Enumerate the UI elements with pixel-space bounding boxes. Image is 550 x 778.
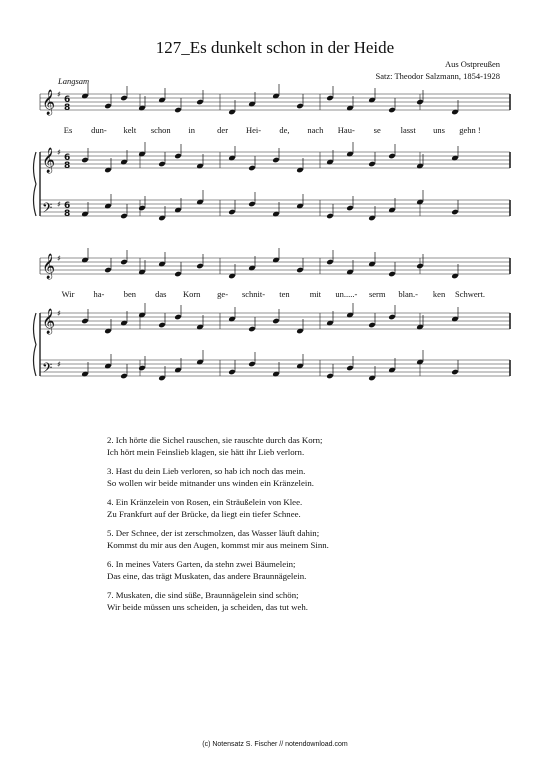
- verse-5: [107, 528, 329, 551]
- verse-line: Ich hört mein Feinslieb klagen, sie hätt ihr Lieb verlorn.: [107, 446, 305, 457]
- song-title: 127_Es dunkelt schon in der Heide: [155, 38, 395, 57]
- verse-6: [107, 559, 329, 582]
- lyric-syllable: in: [188, 125, 196, 135]
- lyric-syllable: uns: [433, 125, 445, 135]
- lyric-syllable: de,: [279, 125, 290, 135]
- treble-clef-icon: 𝄞: [42, 309, 56, 334]
- time-signature-digit: 6: [64, 153, 71, 163]
- arranger-text: Satz: Theodor Salzmann, 1854-1928: [375, 71, 500, 81]
- lyric-syllable: nach: [307, 125, 324, 135]
- sharp-icon: ♯: [57, 90, 61, 99]
- tempo-marking: Langsam: [58, 76, 90, 86]
- treble-clef-icon: 𝄞: [42, 254, 56, 279]
- verse-4: [107, 497, 329, 520]
- lyric-syllable: Wir: [61, 289, 75, 299]
- lyric-syllable: Schwert.: [455, 289, 485, 299]
- verse-line: 4. Ein Kränzelein von Rosen, ein Sträußelein von Klee.: [107, 496, 303, 507]
- lyric-syllable: das: [155, 289, 167, 299]
- verse-line: Das eine, das trägt Muskaten, das andere Braunnägelein.: [107, 570, 307, 581]
- time-signature-digit: 6: [64, 95, 71, 105]
- footer-copyright: (c) Notensatz S. Fischer // notendownload.com: [202, 741, 348, 748]
- sharp-icon: ♯: [57, 200, 61, 209]
- origin-text: Aus Ostpreußen: [444, 59, 500, 69]
- lyric-syllable: ken: [432, 289, 446, 299]
- brace-icon: [34, 313, 37, 376]
- verse-line: So wollen wir beide mitnander uns winden ein Kränzelein.: [107, 477, 314, 488]
- time-signature-digit: 8: [64, 103, 71, 113]
- verse-line: 3. Hast du dein Lieb verloren, so hab ich noch das mein.: [107, 465, 306, 476]
- lyric-syllable: se: [373, 125, 381, 135]
- verse-line: Kommst du mir aus den Augen, kommst mir aus meinem Sinn.: [107, 539, 329, 550]
- time-signature-digit: 8: [64, 161, 71, 171]
- time-signature-digit: 8: [64, 209, 71, 219]
- sharp-icon: ♯: [57, 360, 61, 369]
- treble-clef-icon: 𝄞: [42, 90, 56, 115]
- lyric-syllable: Hau-: [337, 125, 355, 135]
- verse-line: Zu Frankfurt auf der Brücke, da liegt ein tiefer Schnee.: [107, 508, 301, 519]
- sharp-icon: ♯: [57, 254, 61, 263]
- lyric-syllable: ha-: [93, 289, 105, 299]
- verse-line: Wir beide müssen uns scheiden, ja scheiden, das tut weh.: [107, 601, 308, 612]
- verse-2: [107, 435, 329, 458]
- bass-clef-icon: 𝄢: [42, 200, 53, 219]
- bass-clef-icon: 𝄢: [42, 360, 53, 379]
- lyric-syllable: gehn !: [459, 125, 481, 135]
- sharp-icon: ♯: [57, 148, 61, 157]
- lyric-syllable: mit: [309, 289, 322, 299]
- treble-clef-icon: 𝄞: [42, 148, 56, 173]
- lyric-syllable: schnit-: [241, 289, 266, 299]
- verse-line: 2. Ich hörte die Sichel rauschen, sie rauschte durch das Korn;: [107, 435, 323, 445]
- lyric-syllable: ten: [279, 289, 290, 299]
- staff: [40, 89, 510, 115]
- lyric-syllable: dun-: [91, 125, 107, 135]
- lyric-syllable: schon: [150, 125, 171, 135]
- lyric-syllable: un.....-: [335, 289, 358, 299]
- lyric-syllable: Hei-: [245, 125, 262, 135]
- staff: [40, 253, 510, 279]
- verse-7: [107, 590, 329, 613]
- brace-icon: [34, 152, 37, 216]
- lyric-syllable: Korn: [182, 289, 201, 299]
- verse-line: 5. Der Schnee, der ist zerschmolzen, das Wasser läuft dahin;: [107, 527, 320, 538]
- lyric-syllable: kelt: [123, 125, 137, 135]
- time-signature-digit: 6: [64, 201, 71, 211]
- lyric-syllable: lasst: [400, 125, 416, 135]
- verse-3: [107, 466, 329, 489]
- lyric-syllable: Es: [63, 125, 73, 135]
- lyric-syllable: der: [217, 125, 229, 135]
- verse-line: 6. In meines Vaters Garten, da stehn zwei Bäumelein;: [107, 558, 296, 569]
- lyric-syllable: serm: [368, 289, 386, 299]
- sharp-icon: ♯: [57, 309, 61, 318]
- lyric-syllable: ben: [123, 289, 136, 299]
- verse-line: 7. Muskaten, die sind süße, Braunnägelein sind schön;: [107, 589, 299, 600]
- verses: [107, 435, 329, 621]
- lyric-syllable: blan.-: [398, 289, 418, 299]
- lyric-syllable: ge-: [217, 289, 229, 299]
